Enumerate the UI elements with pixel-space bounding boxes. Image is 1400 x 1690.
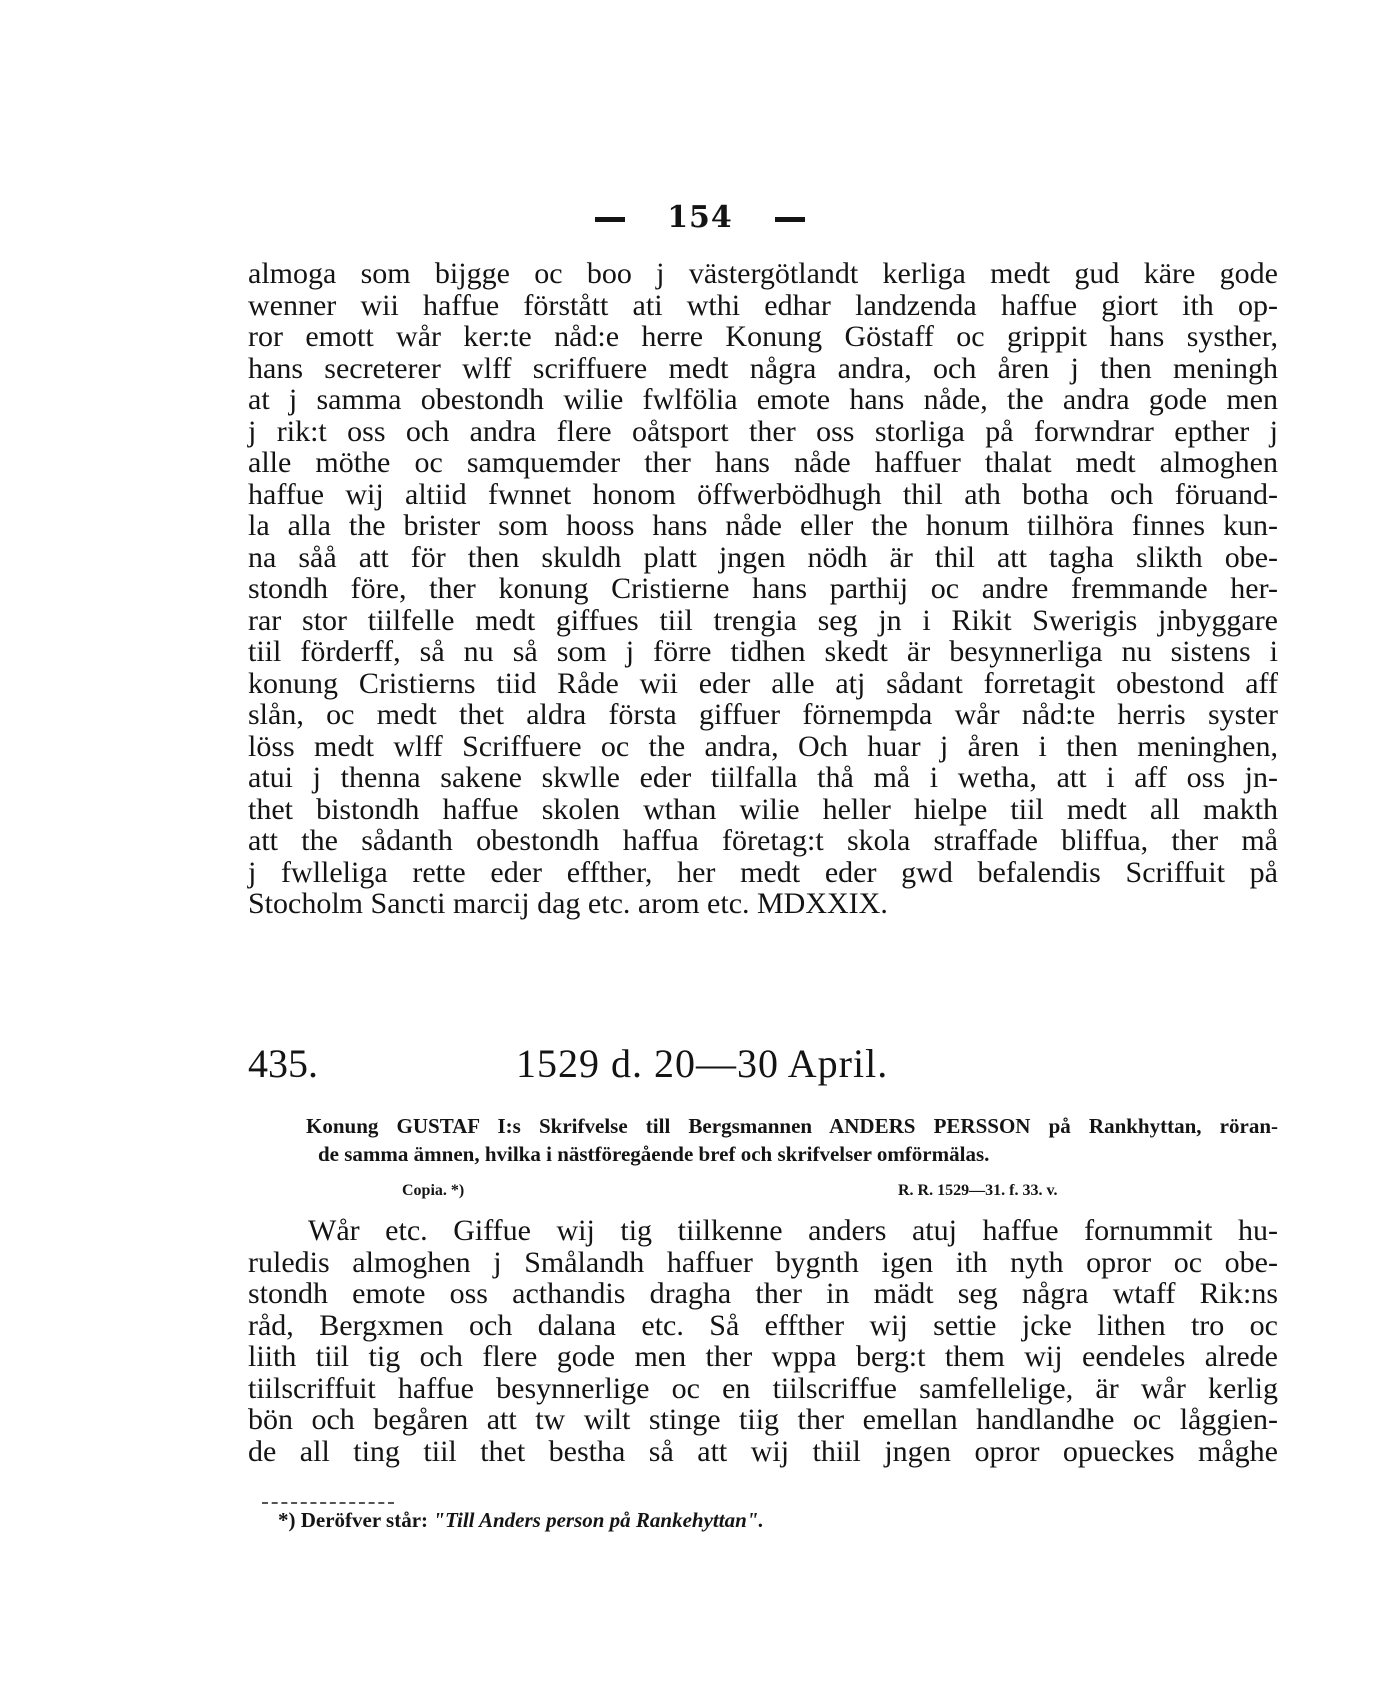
text-line: råd, Bergxmen och dalana etc. Så effther wij settie jcke lithen tro oc — [248, 1308, 1278, 1342]
page-number: 154 — [667, 200, 733, 235]
text-line: ror emott wår ker:te nåd:e herre Konung Göstaff oc grippit hans systher, — [248, 320, 1278, 353]
text-line: thet bistondh haffue skolen wthan wilie heller hielpe tiil medt all makth — [248, 792, 1278, 826]
footnote-rule — [262, 1502, 394, 1504]
footnote-quote: "Till Anders person på Rankehyttan". — [433, 1508, 764, 1532]
text-line: ruledis almoghen j Smålandh haffuer bygnth igen ith nyth opror oc obe- — [248, 1245, 1278, 1279]
letter-text — [248, 1215, 1278, 1467]
header-dash-left — [595, 217, 625, 222]
text-line: Wår etc. Giffue wij tig tiilkenne anders atuj haffue fornummit hu- — [308, 1214, 1278, 1247]
text-line: almoga som bijgge oc boo j västergötlandt kerliga medt gud käre gode — [248, 257, 1278, 290]
text-line: konung Cristierns tiid Råde wii eder alle atj sådant forretagit obestond aff — [248, 666, 1278, 700]
text-line: atui j thenna sakene skwlle eder tiilfalla thå må i wetha, att i aff oss jn- — [248, 761, 1278, 794]
text-line: j rik:t oss och andra flere oåtsport ther oss storliga på forwndrar epther j — [248, 414, 1278, 448]
text-line: löss medt wlff Scriffuere oc the andra, Och huar j åren i then meninghen, — [248, 729, 1278, 763]
text-line: liith tiil tig och flere gode men ther wppa berg:t them wij eendeles alrede — [248, 1340, 1278, 1373]
page-header — [0, 200, 1400, 235]
text-line: stondh före, ther konung Cristierne hans parthij oc andre fremmande her- — [248, 572, 1278, 605]
text-line: hans secreterer wlff scriffuere medt några andra, och åren j then meningh — [248, 351, 1278, 385]
text-line: bön och begåren att tw wilt stinge tiig ther emellan handlandhe oc låggien- — [248, 1403, 1278, 1436]
text-line: slån, oc medt thet aldra första giffuer förnempda wår nåd:te herris syster — [248, 698, 1278, 731]
text-line: wenner wii haffue förstått ati wthi edhar landzenda haffue giort ith op- — [248, 288, 1278, 322]
footnote-marker: *) Deröfver står: — [278, 1508, 429, 1532]
text-line: att the sådanth obestondh haffua företag:t skola straffade bliffua, ther må — [248, 824, 1278, 857]
document-number: 435. — [248, 1041, 318, 1086]
text-line: tiil förderff, så nu så som j förre tidhen skedt är besynnerliga nu sistens i — [248, 635, 1278, 668]
text-line: de all ting tiil thet bestha så att wij thiil jngen opror opueckes måghe — [248, 1434, 1278, 1468]
text-line: Stocholm Sancti marcij dag etc. arom etc. MDXXIX. — [248, 887, 888, 920]
archive-reference: R. R. 1529—31. f. 33. v. — [898, 1182, 1058, 1199]
document-summary — [308, 1112, 1278, 1168]
header-dash-right — [775, 217, 805, 222]
text-line: rar stor tiilfelle medt giffues tiil trengia seg jn i Rikit Swerigis jnbyggare — [248, 603, 1278, 637]
footnote — [278, 1508, 1278, 1533]
text-line: haffue wij altiid fwnnet honom öffwerbödhugh thil ath botha och föruand- — [248, 477, 1278, 511]
summary-line: de samma ämnen, hvilka i nästföregående bref och skrifvelser omförmälas. — [318, 1142, 990, 1166]
text-line: la alla the brister som hooss hans nåde eller the honum tiilhöra finnes kun- — [248, 509, 1278, 542]
text-line: at j samma obestondh wilie fwlfölia emote hans nåde, the andra gode men — [248, 383, 1278, 416]
copia-note: Copia. *) — [402, 1182, 465, 1199]
text-line: na såå att för then skuldh platt jngen nödh är thil att tagha slikth obe- — [248, 540, 1278, 574]
previous-letter-text — [248, 258, 1278, 920]
document-date: 1529 d. 20—30 April. — [516, 1041, 889, 1086]
text-line: j fwlleliga rette eder effther, her medt eder gwd befalendis Scriffuit på — [248, 855, 1278, 889]
summary-line: Konung GUSTAF I:s Skrifvelse till Bergsmannen ANDERS PERSSON på Rankhyttan, röran- — [306, 1114, 1278, 1138]
text-line: alle möthe oc samquemder ther hans nåde haffuer thalat medt almoghen — [248, 446, 1278, 479]
text-line: stondh emote oss acthandis dragha ther in mädt seg några wtaff Rik:ns — [248, 1277, 1278, 1310]
text-line: tiilscriffuit haffue besynnerlige oc en tiilscriffue samfellelige, är wår kerlig — [248, 1371, 1278, 1405]
